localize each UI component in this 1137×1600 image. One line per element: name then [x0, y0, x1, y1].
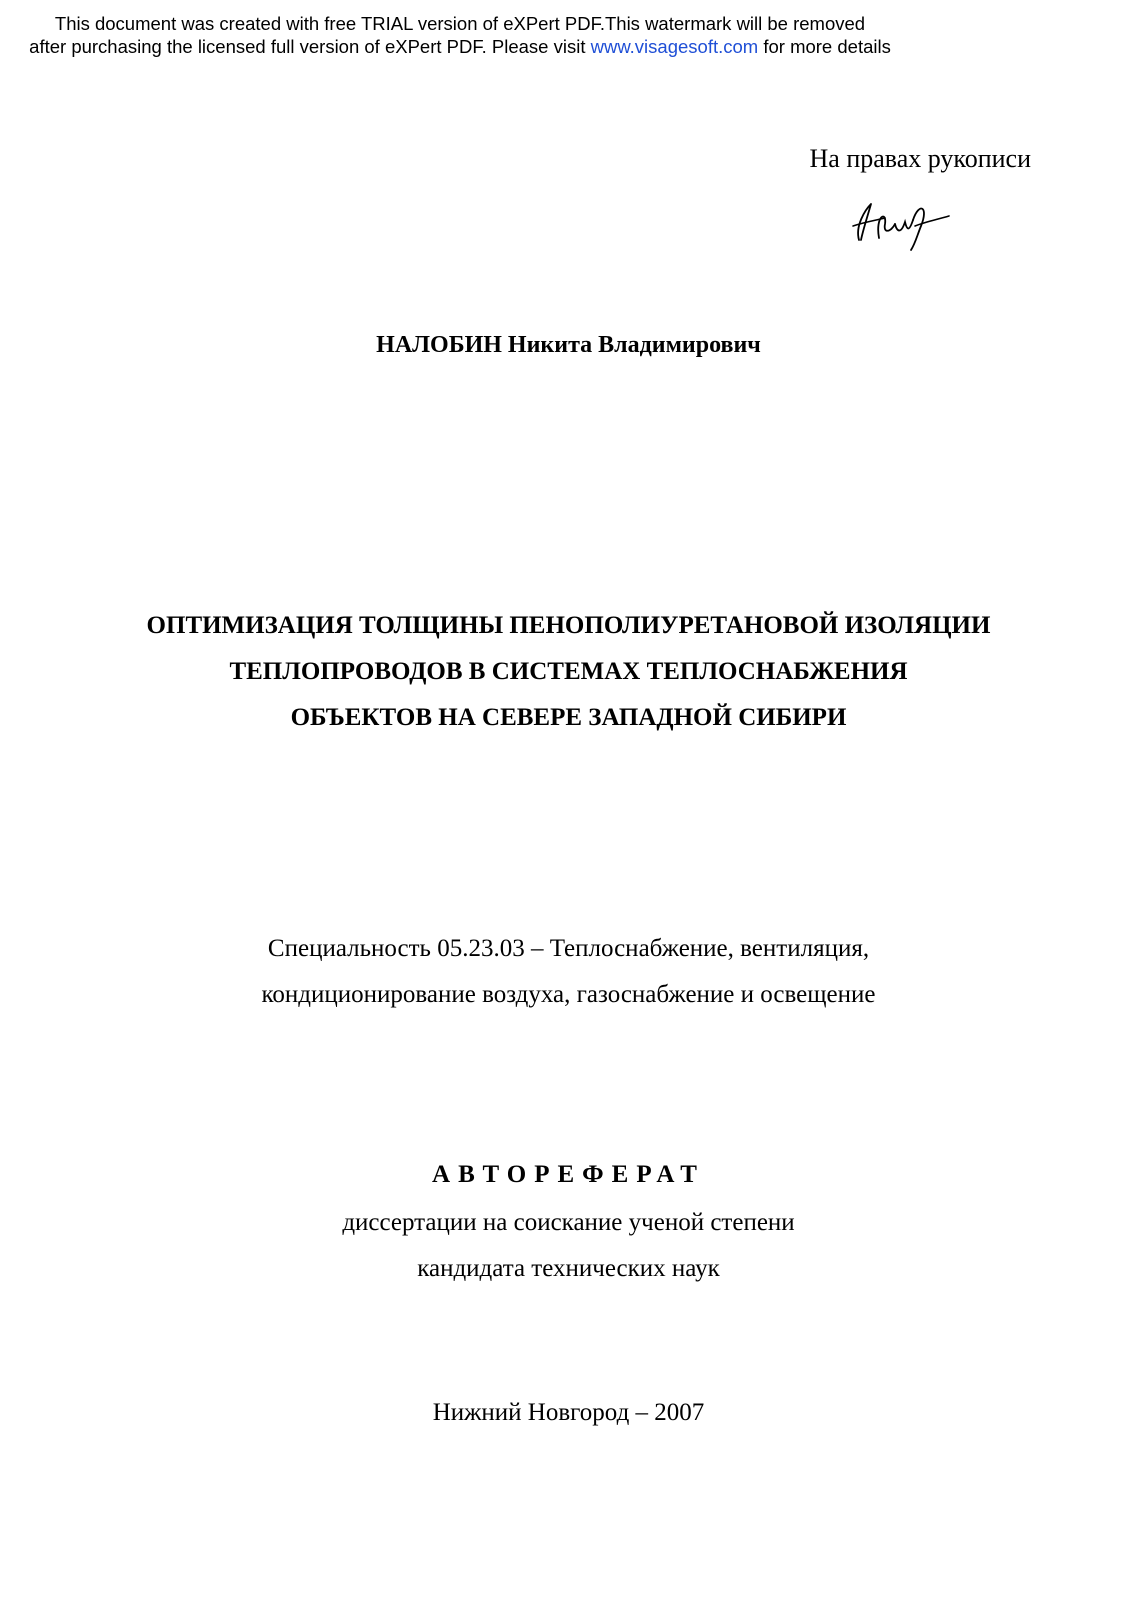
city-year: Нижний Новгород – 2007 — [432, 1399, 705, 1426]
abstract-line-2: кандидата технических наук — [417, 1255, 720, 1282]
title-line-2: ТЕПЛОПРОВОДОВ В СИСТЕМАХ ТЕПЛОСНАБЖЕНИЯ — [229, 658, 908, 685]
handwritten-signature-icon — [845, 196, 955, 252]
abstract-line-1: диссертации на соискание ученой степени — [342, 1209, 795, 1236]
watermark-line-2 — [0, 35, 920, 58]
specialty-block — [0, 926, 1137, 1018]
watermark-link[interactable]: www.visagesoft.com — [590, 36, 759, 57]
watermark-line-1: This document was created with free TRIAL version of eXPert PDF.This watermark will be removed — [54, 13, 866, 34]
specialty-line-2: кондиционирование воздуха, газоснабжение и освещение — [261, 981, 876, 1008]
watermark-notice — [0, 12, 920, 58]
watermark-line-2-after: for more details — [758, 36, 891, 57]
specialty-line-1: Специальность 05.23.03 – Теплоснабжение, вентиляция, — [267, 935, 870, 962]
title-line-1: ОПТИМИЗАЦИЯ ТОЛЩИНЫ ПЕНОПОЛИУРЕТАНОВОЙ ИЗОЛЯЦИИ — [146, 612, 991, 639]
title-line-3: ОБЪЕКТОВ НА СЕВЕРЕ ЗАПАДНОЙ СИБИРИ — [290, 704, 847, 731]
dissertation-title — [0, 603, 1137, 741]
abstract-label: АВТОРЕФЕРАТ — [432, 1161, 705, 1188]
watermark-line-2-before: after purchasing the licensed full version of eXPert PDF. Please visit — [29, 36, 591, 57]
manuscript-note: На правах рукописи — [809, 144, 1031, 173]
author-name: НАЛОБИН Никита Владимирович — [376, 332, 761, 358]
abstract-description — [0, 1200, 1137, 1292]
